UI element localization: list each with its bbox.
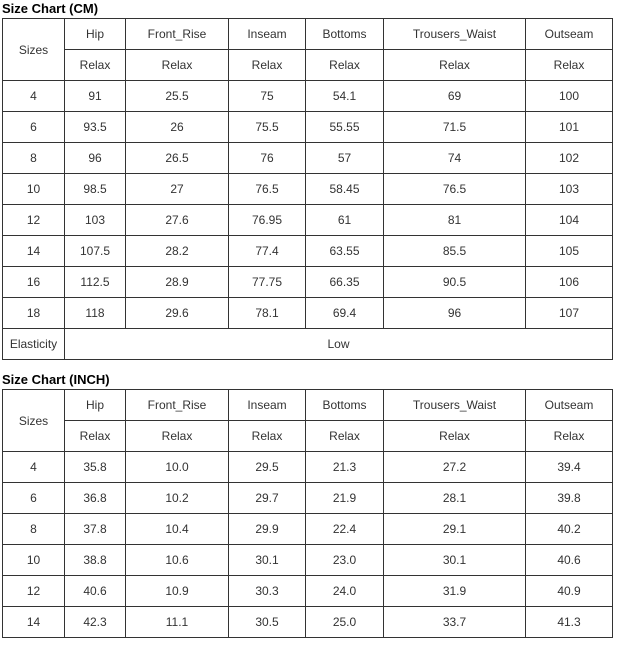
measurement-cell: 37.8 [65, 514, 126, 545]
column-header: Front_Rise [126, 19, 229, 50]
measurement-cell: 10.2 [126, 483, 229, 514]
size-cell: 16 [3, 267, 65, 298]
measurement-cell: 112.5 [65, 267, 126, 298]
size-cell: 10 [3, 545, 65, 576]
measurement-cell: 74 [384, 143, 526, 174]
size-chart-inch-body [3, 390, 613, 638]
fit-subheader: Relax [65, 421, 126, 452]
size-chart-inch-title: Size Chart (INCH) [2, 372, 110, 387]
size-cell: 12 [3, 205, 65, 236]
column-header: Bottoms [306, 19, 384, 50]
measurement-cell: 58.45 [306, 174, 384, 205]
sizes-header: Sizes [3, 390, 65, 452]
measurement-cell: 54.1 [306, 81, 384, 112]
table-row [3, 205, 613, 236]
measurement-cell: 69 [384, 81, 526, 112]
measurement-cell: 28.9 [126, 267, 229, 298]
size-chart-inch-table [2, 389, 613, 638]
column-header: Hip [65, 390, 126, 421]
table-row [3, 545, 613, 576]
measurement-cell: 24.0 [306, 576, 384, 607]
measurement-cell: 10.0 [126, 452, 229, 483]
measurement-cell: 40.6 [526, 545, 613, 576]
header-row [3, 19, 613, 50]
table-row [3, 112, 613, 143]
measurement-cell: 36.8 [65, 483, 126, 514]
measurement-cell: 33.7 [384, 607, 526, 638]
measurement-cell: 107.5 [65, 236, 126, 267]
measurement-cell: 40.2 [526, 514, 613, 545]
size-cell: 4 [3, 452, 65, 483]
measurement-cell: 29.7 [229, 483, 306, 514]
table-row [3, 452, 613, 483]
measurement-cell: 38.8 [65, 545, 126, 576]
measurement-cell: 31.9 [384, 576, 526, 607]
header-row [3, 390, 613, 421]
fit-subheader: Relax [384, 421, 526, 452]
measurement-cell: 27.2 [384, 452, 526, 483]
size-cell: 10 [3, 174, 65, 205]
measurement-cell: 23.0 [306, 545, 384, 576]
measurement-cell: 26.5 [126, 143, 229, 174]
measurement-cell: 100 [526, 81, 613, 112]
elasticity-label: Elasticity [3, 329, 65, 360]
column-header: Front_Rise [126, 390, 229, 421]
column-header: Inseam [229, 390, 306, 421]
measurement-cell: 10.4 [126, 514, 229, 545]
size-cell: 14 [3, 236, 65, 267]
table-row [3, 298, 613, 329]
measurement-cell: 29.6 [126, 298, 229, 329]
measurement-cell: 66.35 [306, 267, 384, 298]
column-header: Hip [65, 19, 126, 50]
table-row [3, 267, 613, 298]
measurement-cell: 90.5 [384, 267, 526, 298]
sizes-header: Sizes [3, 19, 65, 81]
measurement-cell: 39.8 [526, 483, 613, 514]
size-chart-cm-title: Size Chart (CM) [2, 1, 99, 16]
measurement-cell: 77.75 [229, 267, 306, 298]
size-chart-cm-table [2, 18, 613, 360]
measurement-cell: 69.4 [306, 298, 384, 329]
fit-subheader: Relax [526, 421, 613, 452]
measurement-cell: 25.0 [306, 607, 384, 638]
measurement-cell: 96 [65, 143, 126, 174]
measurement-cell: 28.1 [384, 483, 526, 514]
size-cell: 8 [3, 143, 65, 174]
measurement-cell: 75.5 [229, 112, 306, 143]
measurement-cell: 35.8 [65, 452, 126, 483]
measurement-cell: 29.1 [384, 514, 526, 545]
measurement-cell: 26 [126, 112, 229, 143]
column-header: Trousers_Waist [384, 19, 526, 50]
measurement-cell: 30.3 [229, 576, 306, 607]
fit-subheader: Relax [526, 50, 613, 81]
measurement-cell: 76 [229, 143, 306, 174]
measurement-cell: 93.5 [65, 112, 126, 143]
size-cell: 6 [3, 483, 65, 514]
measurement-cell: 30.1 [384, 545, 526, 576]
measurement-cell: 27.6 [126, 205, 229, 236]
measurement-cell: 63.55 [306, 236, 384, 267]
size-cell: 18 [3, 298, 65, 329]
measurement-cell: 40.6 [65, 576, 126, 607]
measurement-cell: 57 [306, 143, 384, 174]
fit-subheader: Relax [65, 50, 126, 81]
column-header: Bottoms [306, 390, 384, 421]
measurement-cell: 75 [229, 81, 306, 112]
table-row [3, 174, 613, 205]
measurement-cell: 42.3 [65, 607, 126, 638]
measurement-cell: 61 [306, 205, 384, 236]
size-chart-cm-body [3, 19, 613, 360]
column-header: Inseam [229, 19, 306, 50]
fit-subheader: Relax [126, 421, 229, 452]
measurement-cell: 85.5 [384, 236, 526, 267]
measurement-cell: 30.1 [229, 545, 306, 576]
table-row [3, 576, 613, 607]
measurement-cell: 98.5 [65, 174, 126, 205]
measurement-cell: 41.3 [526, 607, 613, 638]
measurement-cell: 30.5 [229, 607, 306, 638]
measurement-cell: 71.5 [384, 112, 526, 143]
column-header: Outseam [526, 390, 613, 421]
measurement-cell: 106 [526, 267, 613, 298]
fit-subheader: Relax [306, 50, 384, 81]
measurement-cell: 105 [526, 236, 613, 267]
measurement-cell: 25.5 [126, 81, 229, 112]
measurement-cell: 28.2 [126, 236, 229, 267]
measurement-cell: 10.9 [126, 576, 229, 607]
size-cell: 12 [3, 576, 65, 607]
size-cell: 4 [3, 81, 65, 112]
table-row [3, 607, 613, 638]
size-cell: 6 [3, 112, 65, 143]
measurement-cell: 104 [526, 205, 613, 236]
measurement-cell: 102 [526, 143, 613, 174]
subheader-row [3, 50, 613, 81]
measurement-cell: 22.4 [306, 514, 384, 545]
measurement-cell: 55.55 [306, 112, 384, 143]
column-header: Outseam [526, 19, 613, 50]
measurement-cell: 81 [384, 205, 526, 236]
measurement-cell: 76.5 [384, 174, 526, 205]
size-cell: 14 [3, 607, 65, 638]
measurement-cell: 11.1 [126, 607, 229, 638]
fit-subheader: Relax [384, 50, 526, 81]
measurement-cell: 40.9 [526, 576, 613, 607]
table-row [3, 236, 613, 267]
measurement-cell: 101 [526, 112, 613, 143]
table-row [3, 143, 613, 174]
measurement-cell: 103 [526, 174, 613, 205]
measurement-cell: 76.95 [229, 205, 306, 236]
measurement-cell: 10.6 [126, 545, 229, 576]
table-row [3, 514, 613, 545]
measurement-cell: 29.5 [229, 452, 306, 483]
elasticity-value: Low [65, 329, 613, 360]
size-cell: 8 [3, 514, 65, 545]
column-header: Trousers_Waist [384, 390, 526, 421]
measurement-cell: 96 [384, 298, 526, 329]
fit-subheader: Relax [306, 421, 384, 452]
fit-subheader: Relax [229, 50, 306, 81]
subheader-row [3, 421, 613, 452]
measurement-cell: 118 [65, 298, 126, 329]
table-row [3, 483, 613, 514]
measurement-cell: 91 [65, 81, 126, 112]
measurement-cell: 21.9 [306, 483, 384, 514]
measurement-cell: 27 [126, 174, 229, 205]
elasticity-row [3, 329, 613, 360]
fit-subheader: Relax [229, 421, 306, 452]
table-row [3, 81, 613, 112]
measurement-cell: 39.4 [526, 452, 613, 483]
measurement-cell: 107 [526, 298, 613, 329]
measurement-cell: 21.3 [306, 452, 384, 483]
measurement-cell: 103 [65, 205, 126, 236]
measurement-cell: 78.1 [229, 298, 306, 329]
measurement-cell: 76.5 [229, 174, 306, 205]
measurement-cell: 29.9 [229, 514, 306, 545]
fit-subheader: Relax [126, 50, 229, 81]
measurement-cell: 77.4 [229, 236, 306, 267]
